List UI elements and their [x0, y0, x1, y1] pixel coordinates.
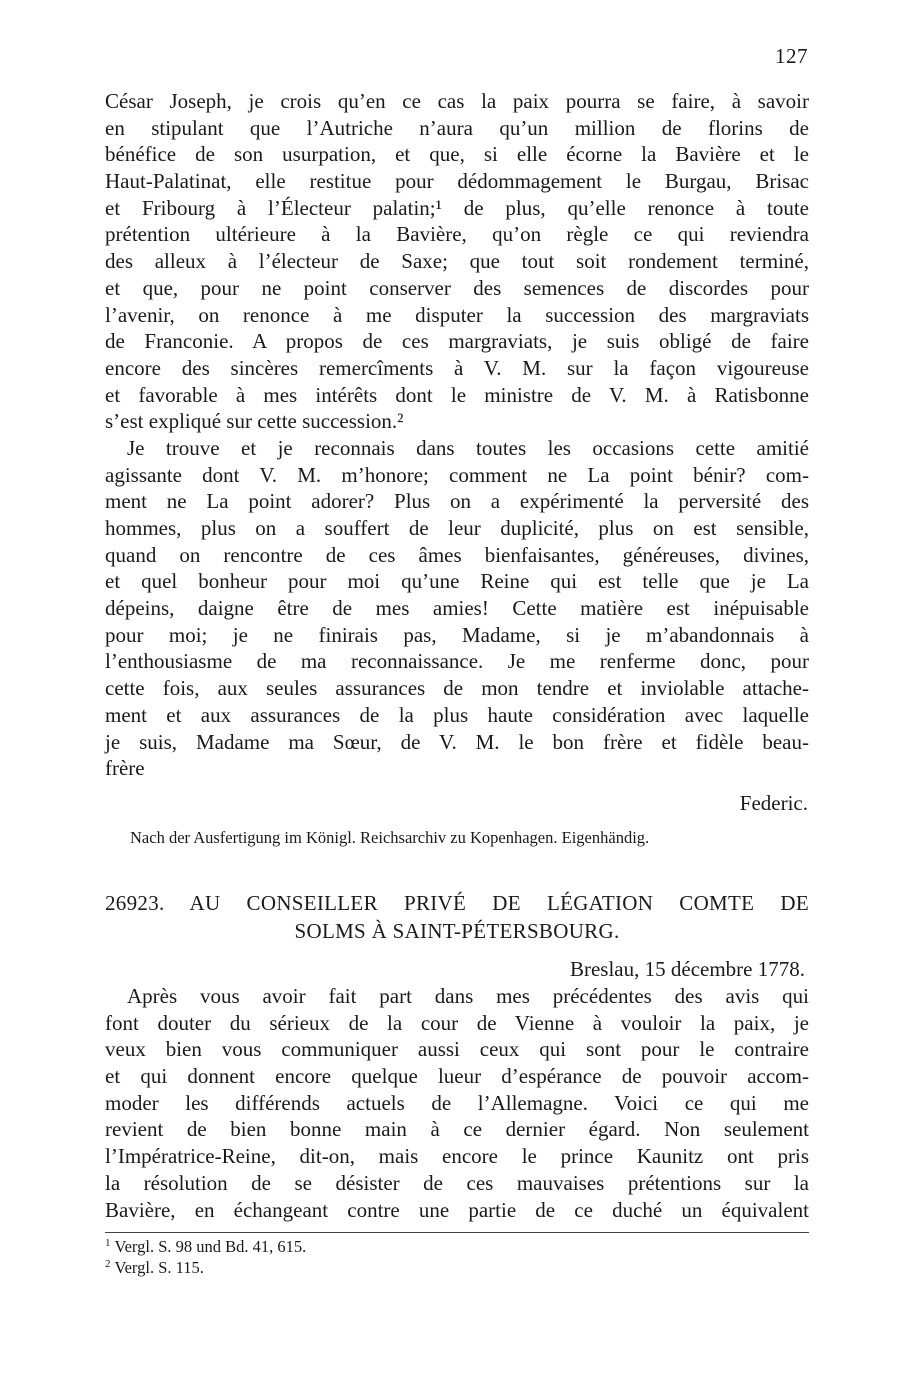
text-line: l’enthousiasme de ma reconnaissance. Je me renferme donc, pour [105, 649, 809, 674]
text-line: et favorable à mes intérêts dont le ministre de V. M. à Ratisbonne [105, 382, 809, 407]
text-line: ment ne La point adorer? Plus on a expérimenté la perversité des [105, 489, 809, 514]
text-line: bénéfice de son usurpation, et que, si elle écorne la Bavière et le [105, 142, 809, 167]
text-line: dépeins, daigne être de mes amies! Cette matière est inépuisable [105, 596, 809, 621]
signature: Federic. [739, 791, 808, 815]
text-line: font douter du sérieux de la cour de Vienne à vouloir la paix, je [105, 1010, 809, 1035]
page-number: 127 [775, 44, 808, 68]
text-line: veux bien vous communiquer aussi ceux qui sont pour le contraire [105, 1037, 809, 1062]
letter-heading: 26923. AU CONSEILLER PRIVÉ DE LÉGATION COMTE DE [105, 891, 809, 915]
text-line: pour moi; je ne finirais pas, Madame, si je m’abandonnais à [105, 622, 809, 647]
text-line: frère [105, 756, 145, 781]
source-note: Nach der Ausfertigung im Königl. Reichsarchiv zu Kopenhagen. Eigenhändig. [130, 828, 650, 847]
letter-heading-continued: SOLMS À SAINT-PÉTERSBOURG. [294, 919, 620, 943]
text-line: et qui donnent encore quelque lueur d’espérance de pouvoir accom- [105, 1064, 809, 1089]
letter-body [105, 88, 809, 782]
text-line: je suis, Madame ma Sœur, de V. M. le bon frère et fidèle beau- [105, 729, 809, 754]
dateline: Breslau, 15 décembre 1778. [569, 957, 805, 981]
footnote-text: Vergl. S. 98 und Bd. 41, 615. [114, 1237, 307, 1256]
text-line: moder les différends actuels de l’Allemagne. Voici ce qui me [105, 1090, 809, 1115]
text-line: des alleux à l’électeur de Saxe; que tout soit rondement terminé, [105, 249, 809, 274]
text-line: hommes, plus on a souffert de leur duplicité, plus on est sensible, [105, 516, 809, 540]
text-line: et quel bonheur pour moi qu’une Reine qui est telle que je La [105, 569, 809, 594]
text-line: quand on rencontre de ces âmes bienfaisantes, généreuses, divines, [105, 542, 809, 567]
footnote-divider [105, 1232, 809, 1233]
text-line: agissante dont V. M. m’honore; comment ne La point bénir? com- [105, 462, 809, 487]
text-line: ment et aux assurances de la plus haute considération avec laquelle [105, 702, 809, 727]
footnote-text: Vergl. S. 115. [114, 1258, 204, 1277]
footnote [105, 1236, 809, 1257]
text-line: Après vous avoir fait part dans mes précédentes des avis qui [127, 984, 809, 1008]
text-line: la résolution de se désister de ces mauvaises prétentions sur la [105, 1170, 809, 1195]
text-line: prétention ultérieure à la Bavière, qu’on règle ce qui reviendra [105, 222, 809, 247]
text-line: et que, pour ne point conserver des semences de discordes pour [105, 275, 809, 300]
text-line: cette fois, aux seules assurances de mon tendre et inviolable attache- [105, 676, 809, 701]
text-line: et Fribourg à l’Électeur palatin;¹ de plus, qu’elle renonce à toute [105, 195, 809, 220]
text-line: en stipulant que l’Autriche n’aura qu’un million de florins de [105, 115, 809, 140]
text-line: s’est expliqué sur cette succession.² [105, 409, 404, 434]
footnote-mark: 2 [105, 1257, 111, 1270]
text-line: Bavière, en échangeant contre une partie de ce duché un équivalent [105, 1197, 809, 1222]
text-line: encore des sincères remercîments à V. M. sur la façon vigoureuse [105, 355, 809, 380]
text-line: l’avenir, on renonce à me disputer la succession des margraviats [105, 302, 809, 327]
text-line: Je trouve et je reconnais dans toutes les occasions cette amitié [127, 435, 809, 460]
footnotes [105, 1236, 809, 1278]
second-letter-body [105, 983, 809, 1223]
text-line: l’Impératrice-Reine, dit-on, mais encore le prince Kaunitz ont pris [105, 1144, 809, 1169]
text-line: de Franconie. A propos de ces margraviats, je suis obligé de faire [105, 329, 809, 354]
footnote [105, 1257, 809, 1278]
text-line: Haut-Palatinat, elle restitue pour dédommagement le Burgau, Brisac [105, 169, 809, 194]
footnote-mark: 1 [105, 1236, 111, 1249]
text-line: revient de bien bonne main à ce dernier égard. Non seulement [105, 1117, 809, 1142]
text-line: César Joseph, je crois qu’en ce cas la paix pourra se faire, à savoir [105, 89, 809, 113]
